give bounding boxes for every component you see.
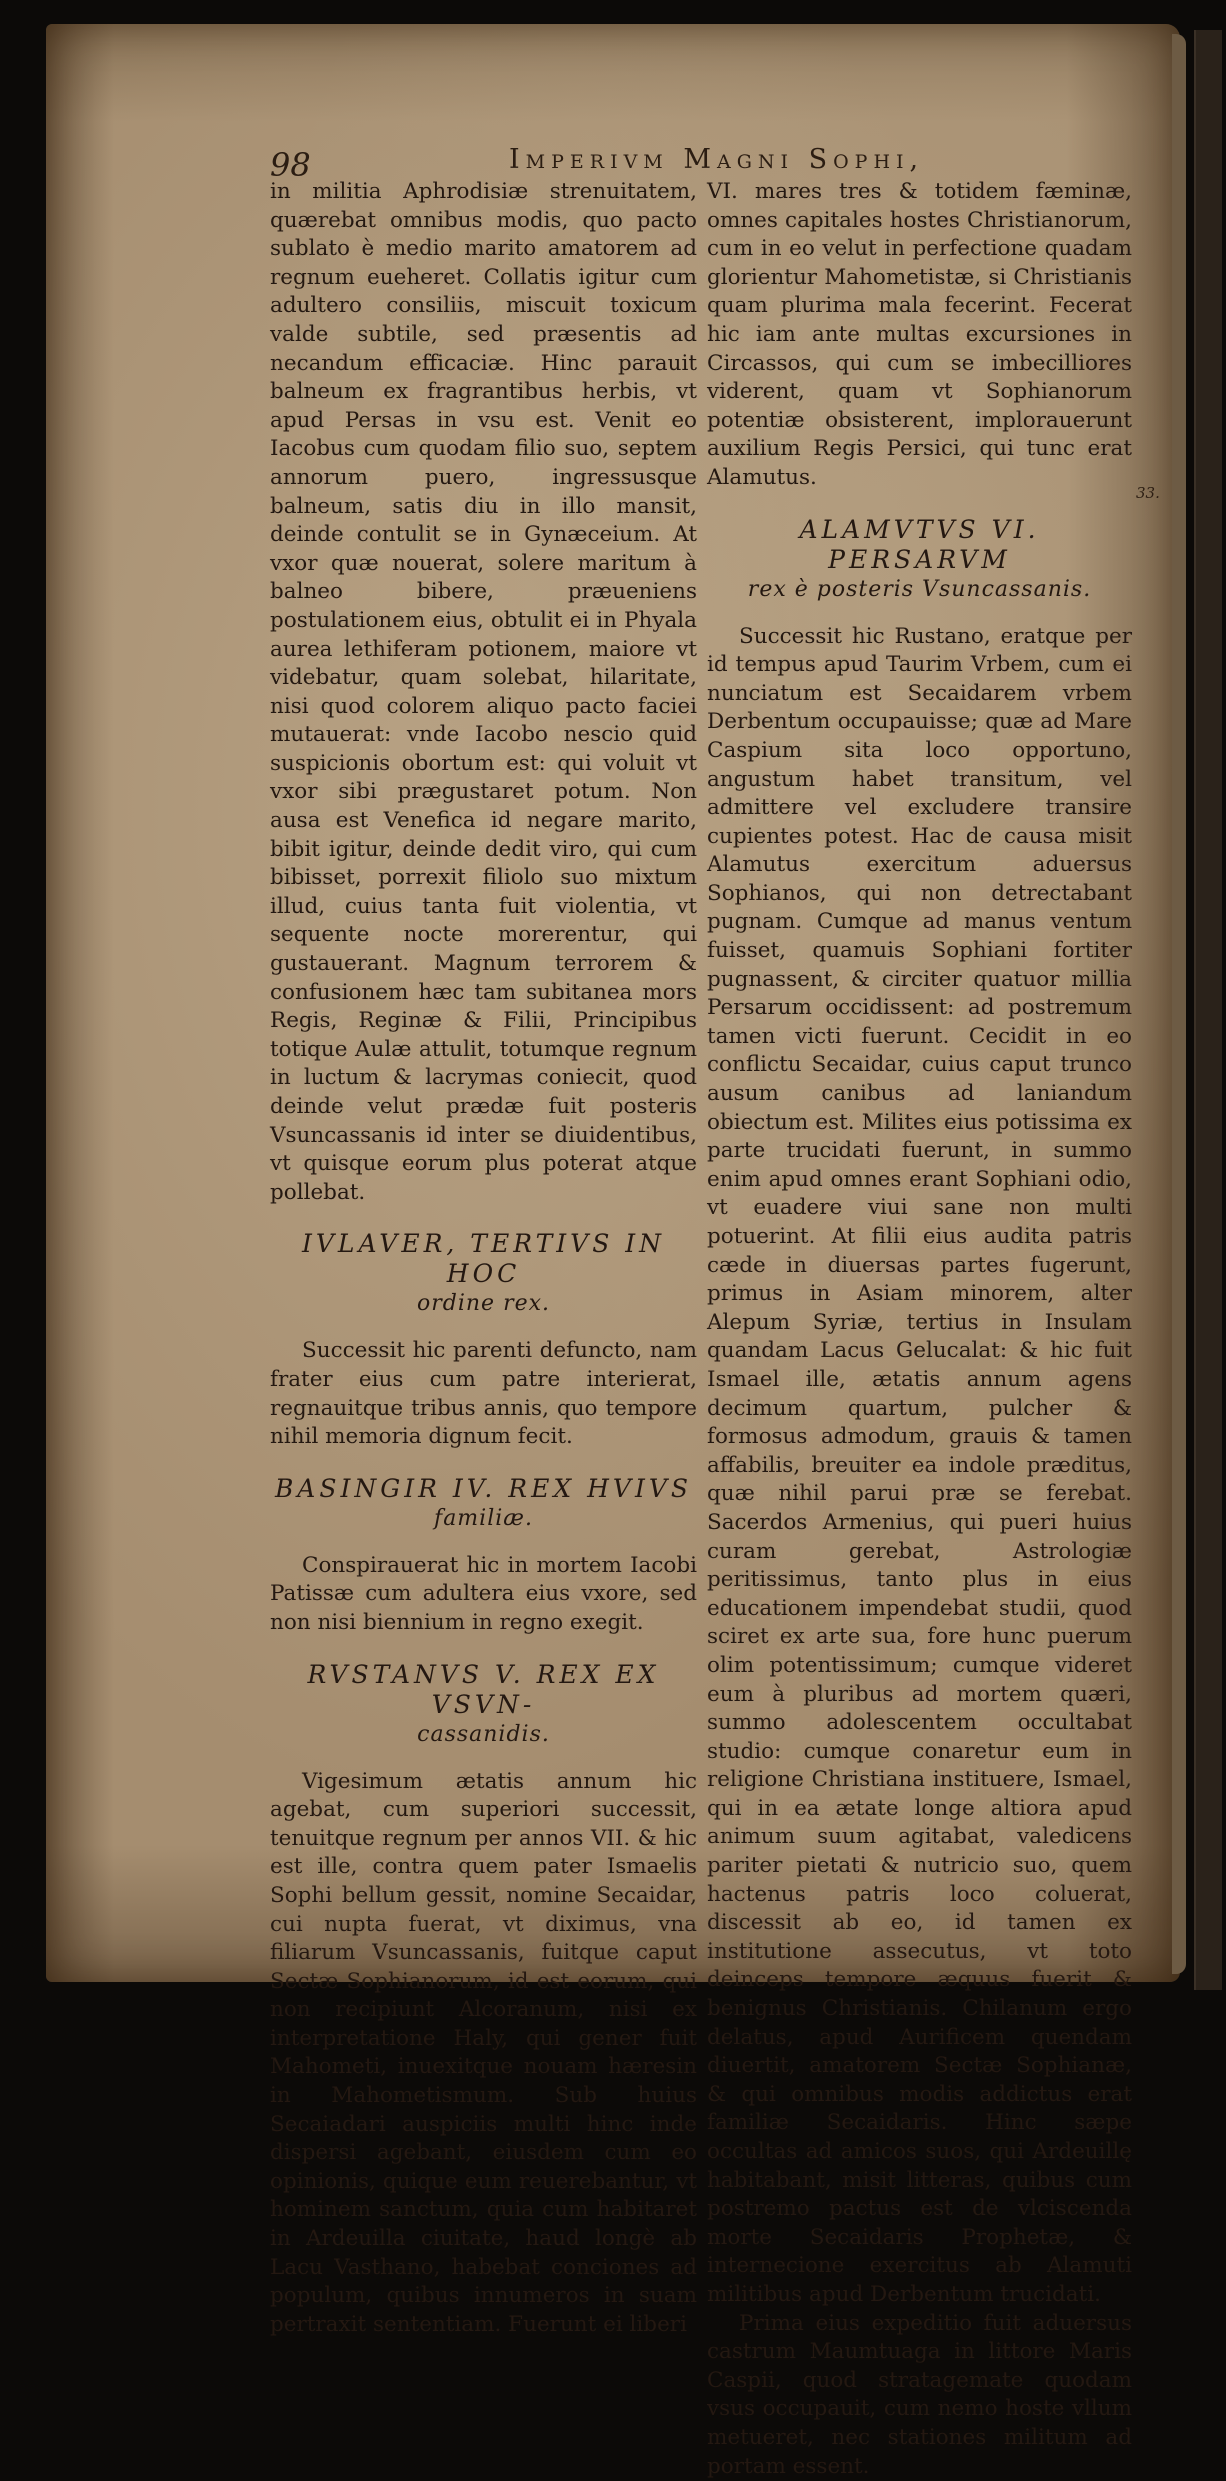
section-heading-alamutus bbox=[707, 515, 1132, 605]
section-heading-iulaver bbox=[270, 1229, 697, 1319]
page-header bbox=[224, 138, 1184, 184]
page-number: 98 bbox=[270, 146, 311, 184]
right-paragraph-2: Successit hic Rustano, eratque per id tempus apud Taurim Vrbem, cum ei nunciatum est Secaidarem vrbem Derbentum occupauisse; quæ ad Mare Caspium sita loco opportuno, angustum habet transitum, vel admittere vel excludere transire cupientes potest. Hac de causa misit Alamutus exercitum aduersus Sophianos, qui non detrectabant pugnam. Cumque ad manus ventum fuisset, quamuis Sophiani fortiter pugnassent, & circiter quatuor millia Persarum occidissent: ad postremum tamen victi fuerunt. Cecidit in eo conflictu Secaidar, cuius caput trunco ausum canibus ad laniandum obiectum est. Milites eius potissima ex parte trucidati fuerunt, in summo enim apud omnes erant Sophiani odio, vt euadere viui sane non multi potuerint. At filii eius audita patris cæde in diuersas partes fugerunt, primus in Asiam minorem, alter Alepum Syriæ, tertius in Insulam quandam Lacus Gelucalat: & hic fuit Ismael ille, ætatis annum agens decimum quartum, pulcher & formosus admodum, grauis & tamen affabilis, breuiter ea indole præditus, quæ nihil parui præ se ferebat. Sacerdos Armenius, qui pueri huius curam gerebat, Astrologiæ peritissimus, tanto plus in eius educationem impendebat studii, quod sciret ex arte sua, fore hunc puerum olim potentissimum; cumque videret eum à pluribus ad mortem quæri, summo adolescentem occultabat studio: cumque conaretur eum in religione Christiana instituere, Ismael, qui in ea ætate longe altiora apud animum suum agitabat, valedicens pariter pietati & nutricio suo, quem hactenus patris loco coluerat, discessit ab eo, id tamen ex institutione assecutus, vt toto deinceps tempore æquus fuerit & benignus Christianis. Chilanum ergo delatus, apud Aurificem quendam diuertit, amatorem Sectæ Sophianæ, & qui omnibus modis addictus erat familiæ Secaidaris. Hinc sæpe occultas ad amicos suos, qui Ardeuillę habitabant, misit litteras, quibus cum postremo pactus est de vlciscenda morte Secaidaris Prophetæ, & internecione exercitus ab Alamuti militibus apud Derbentum trucidati. bbox=[707, 623, 1132, 2307]
heading-main: ALAMVTVS VI. PERSARVM bbox=[799, 514, 1040, 574]
heading-sub: ordine rex. bbox=[417, 1291, 550, 1317]
heading-sub: cassanidis. bbox=[417, 1721, 550, 1747]
heading-sub: familiæ. bbox=[434, 1505, 533, 1531]
heading-sub: rex è posteris Vsuncassanis. bbox=[747, 576, 1092, 602]
section-heading-rustanus bbox=[270, 1660, 697, 1750]
running-title: Imperivm Magni Sophi, bbox=[509, 144, 925, 175]
right-paragraph-3: Prima eius expeditio fuit aduersus castrum Maumtuaga in littore Maris Caspii, quod stratagemate quodam vsus occupauit, cum nemo hoste vllum metueret, nec stationes militum ad portam essent. bbox=[707, 2310, 1132, 2479]
heading-main: BASINGIR IV. REX HVIVS bbox=[274, 1473, 693, 1503]
left-paragraph-1: in militia Aphrodisiæ strenuitatem, quærebat omnibus modis, quo pacto sublato è medio marito amatorem ad regnum eueheret. Collatis igitur cum adultero consiliis, miscuit toxicum valde subtile, sed præsentis ad necandum efficaciæ. Hinc parauit balneum ex fragrantibus herbis, vt apud Persas in vsu est. Venit eo Iacobus cum quodam filio suo, septem annorum puero, ingressusque balneum, satis diu in illo mansit, deinde contulit se in Gynæceium. At vxor quæ nouerat, solere maritum à balneo bibere, præueniens postulationem eius, obtulit ei in Phyala aurea lethiferam potionem, maiore vt videbatur, quam solebat, hilaritate, nisi quod colorem aliquo pacto faciei mutauerat: vnde Iacobo nescio quid suspicionis obortum est: qui voluit vt vxor sibi prægustaret potum. Non ausa est Venefica id negare marito, bibit igitur, deinde dedit viro, qui cum bibisset, porrexit filiolo suo mixtum illud, cuius tanta fuit violentia, vt sequente nocte morerentur, qui gustauerant. Magnum terrorem & confusionem hæc tam subitanea mors Regis, Reginæ & Filii, Principibus totique Aulæ attulit, totumque regnum in luctum & lacrymas coniecit, quod deinde velut prædæ fuit posteris Vsuncassanis id inter se diuidentibus, vt quisque eorum plus poterat atque pollebat. bbox=[270, 179, 697, 1205]
heading-main: RVSTANVS V. REX EX VSVN- bbox=[307, 1659, 660, 1719]
heading-main: IVLAVER, TERTIVS IN HOC bbox=[301, 1229, 666, 1289]
left-paragraph-4: Vigesimum ætatis annum hic agebat, cum superiori successit, tenuitque regnum per annos VII. & hic est ille, contra quem pater Ismaelis Sophi bellum gessit, nomine Secaidar, cui nupta fuerat, vt diximus, vna filiarum Vsuncassanis, fuitque caput Sectæ Sophianorum, id est eorum, qui non recipiunt Alcoranum, nisi ex interpretatione Haly, qui gener fuit Mahometi, inuexitque nouam hæresin in Mahometismum. Sub huius Secaiadari auspiciis multi hinc inde dispersi agebant, eiusdem cum eo opinionis, quique eum reuerebantur, vt hominem sanctum, quia cum habitaret in Ardeuilla ciuitate, haud longè ab Lacu Vasthano, habebat conciones ad populum, quibus innumeros in suam pertraxit sententiam. Fuerunt ei liberi bbox=[270, 1768, 697, 2337]
page-edge bbox=[1172, 34, 1186, 1974]
right-column bbox=[707, 178, 1132, 2481]
section-heading-basingir bbox=[270, 1474, 697, 1534]
left-column bbox=[270, 178, 697, 2339]
left-paragraph-2: Successit hic parenti defuncto, nam frater eius cum patre interierat, regnauitque tribus annis, quo tempore nihil memoria dignum fecit. bbox=[270, 1338, 697, 1450]
adjacent-page-edge bbox=[1194, 30, 1222, 1990]
left-paragraph-3: Conspirauerat hic in mortem Iacobi Patissæ cum adultera eius vxore, sed non nisi biennium in regno exegit. bbox=[270, 1552, 697, 1635]
right-paragraph-1: VI. mares tres & totidem fæminæ, omnes capitales hostes Christianorum, cum in eo velut in perfectione quadam glorientur Mahometistæ, si Christianis quam plurima mala fecerint. Fecerat hic iam ante multas excursiones in Circassos, qui cum se imbecilliores viderent, quam vt Sophianorum potentiæ obsisterent, implorauerunt auxilium Regis Persici, qui tunc erat Alamutus. bbox=[707, 179, 1132, 490]
margin-note: 33. bbox=[1136, 484, 1160, 502]
